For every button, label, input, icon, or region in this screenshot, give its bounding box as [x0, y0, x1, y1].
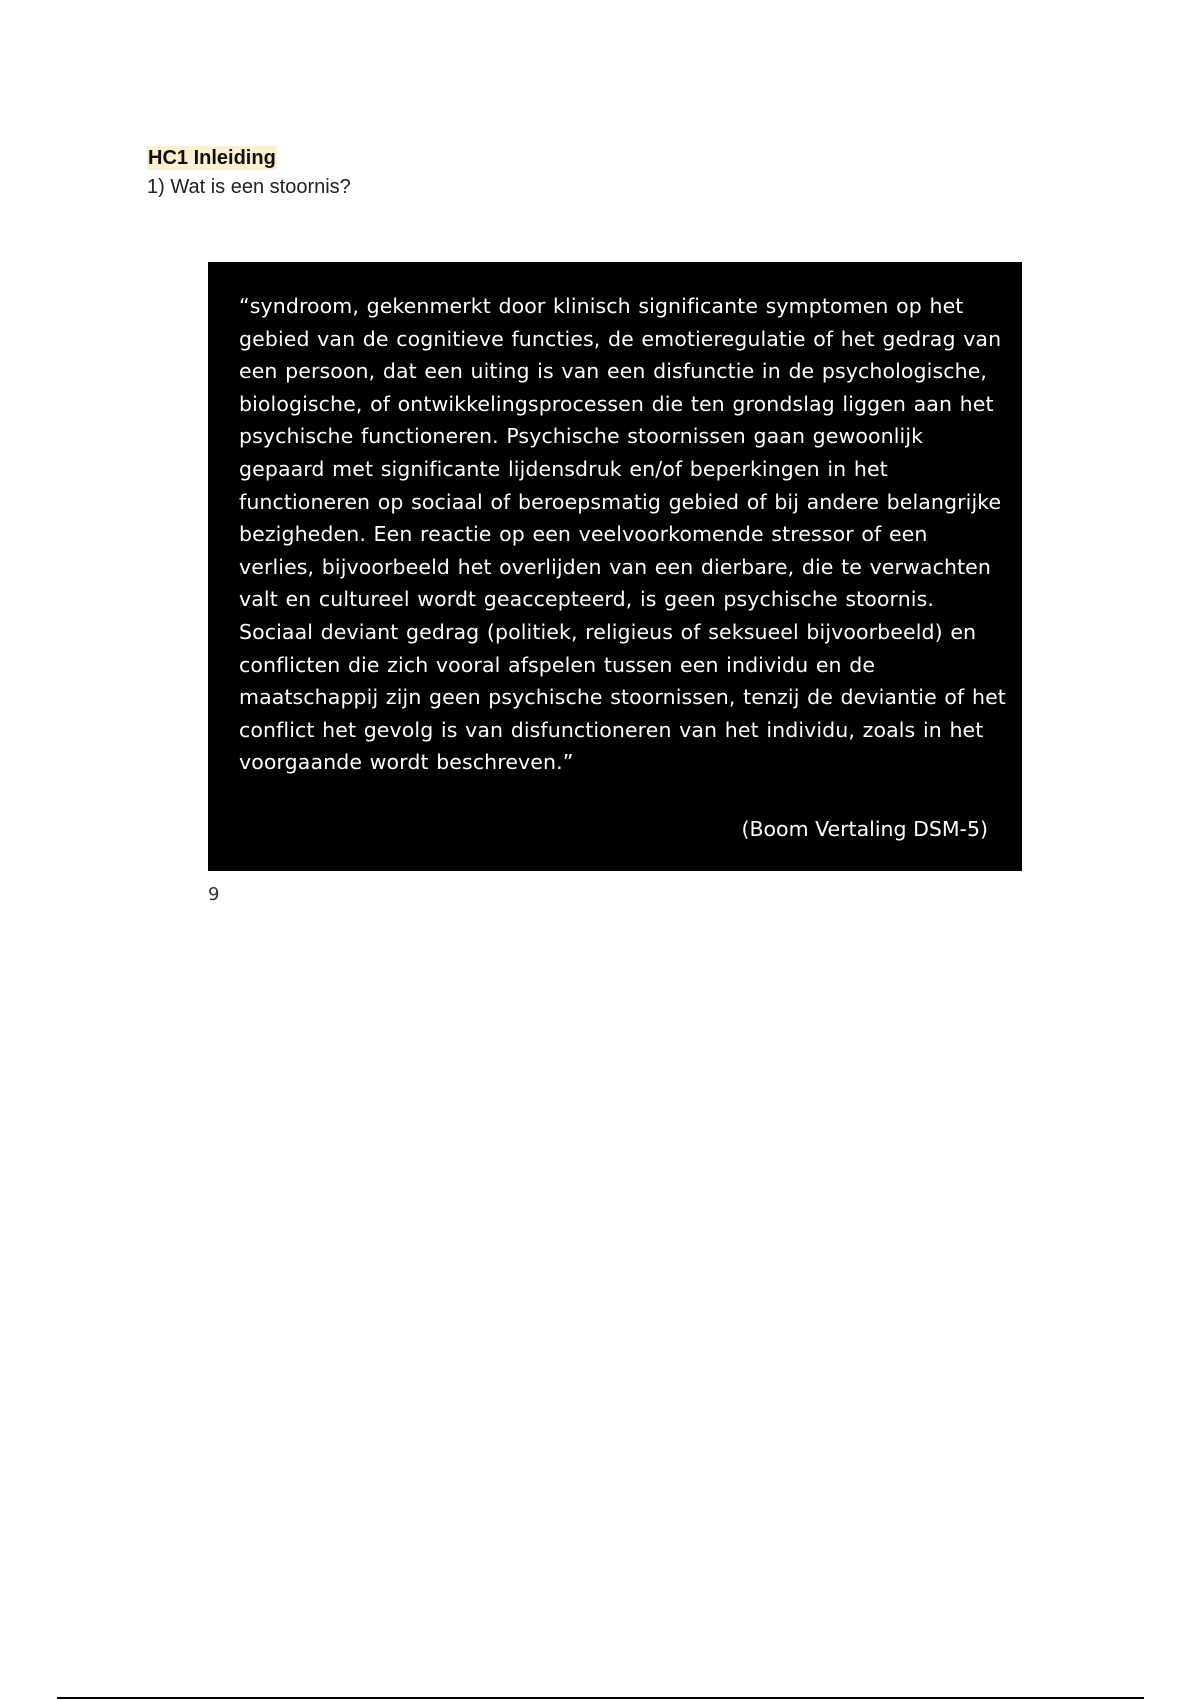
quote-slide-image [208, 262, 1022, 871]
section-heading: HC1 Inleiding [148, 147, 276, 169]
slide-number: 9 [208, 884, 220, 905]
footer-divider [57, 1697, 1144, 1699]
quote-source: (Boom Vertaling DSM-5) [741, 817, 988, 841]
quote-text: “syndroom, gekenmerkt door klinisch significante symptomen op het gebied van de cognitieve functies, de emotieregulatie of het gedrag van een persoon, dat een uiting is van een disfunctie in de psychologische, biologische, of ontwikkelingsprocessen die ten grondslag liggen aan het psychische functioneren. Psychische stoornissen gaan gewoonlijk gepaard met significante lijdensdruk en/of beperkingen in het functioneren op sociaal of beroepsmatig gebied of bij andere belangrijke bezigheden. Een reactie op een veelvoorkomende stressor of een verlies, bijvoorbeeld het overlijden van een dierbare, die te verwachten valt en cultureel wordt geaccepteerd, is geen psychische stoornis. Sociaal deviant gedrag (politiek, religieus of seksueel bijvoorbeeld) en conflicten die zich vooral afspelen tussen een individu en de maatschappij zijn geen psychische stoornissen, tenzij de deviantie of het conflict het gevolg is van disfunctioneren van het individu, zoals in het voorgaande wordt beschreven.” [239, 294, 1006, 775]
question-text: 1) Wat is een stoornis? [147, 176, 351, 198]
